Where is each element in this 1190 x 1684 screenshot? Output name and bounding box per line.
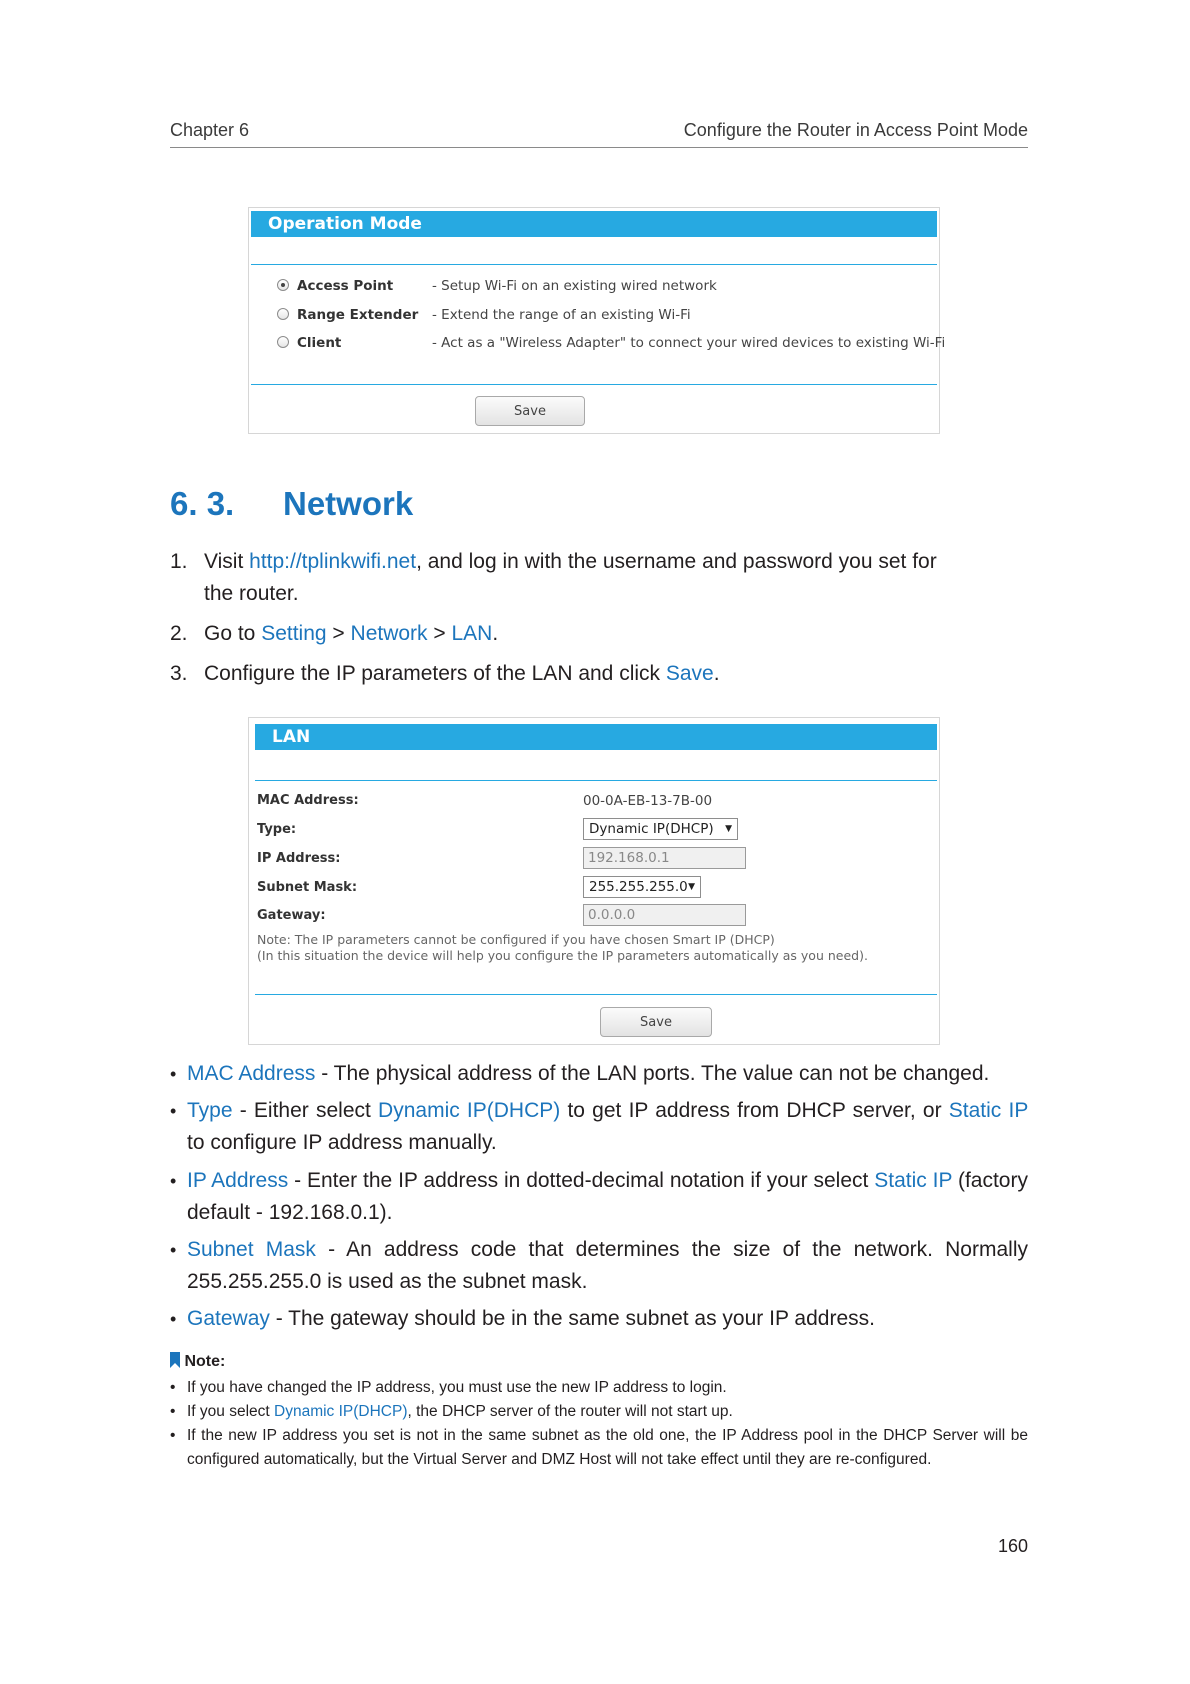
bullet-dot: • bbox=[170, 1064, 177, 1084]
mask-select[interactable] bbox=[583, 876, 701, 898]
bookmark-icon bbox=[170, 1352, 180, 1368]
step-1-cont: the router. bbox=[204, 582, 299, 605]
bullet-type bbox=[170, 1095, 1028, 1159]
note-item-3 bbox=[170, 1424, 1028, 1472]
bullet-text: - Either select bbox=[232, 1099, 379, 1122]
note-item-2 bbox=[170, 1400, 1028, 1424]
step-text: Go to bbox=[204, 622, 262, 645]
ip-input[interactable]: 192.168.0.1 bbox=[583, 847, 746, 869]
bullet-dot: • bbox=[170, 1379, 176, 1396]
bullet-dot: • bbox=[170, 1309, 177, 1329]
option-name: Access Point bbox=[297, 278, 394, 294]
step-3 bbox=[170, 658, 720, 690]
mask-value: 255.255.255.0 bbox=[589, 879, 688, 895]
note-item-1 bbox=[170, 1376, 1028, 1400]
option-name: Client bbox=[297, 335, 342, 351]
static-ip-link: Static IP bbox=[874, 1169, 953, 1192]
lan-note-1: Note: The IP parameters cannot be configured if you have chosen Smart IP (DHCP) bbox=[257, 932, 775, 947]
note-text: If the new IP address you set is not in the same subnet as the old one, the IP Address pool in the DHCP Server will be configured automatically, but the Virtual Server and DMZ Host will not take effect until they are re-configured. bbox=[187, 1427, 1028, 1468]
bullet-dot: • bbox=[170, 1171, 177, 1191]
dynamic-ip-link: Dynamic IP(DHCP) bbox=[274, 1403, 408, 1420]
dynamic-ip-link: Dynamic IP(DHCP) bbox=[378, 1099, 561, 1122]
bullet-text: - An address code that determines the size of the network. Normally 255.255.255.0 is used as the subnet mask. bbox=[187, 1238, 1028, 1293]
bullet-ip bbox=[170, 1165, 1028, 1229]
page-number: 160 bbox=[997, 1536, 1028, 1556]
step-text: . bbox=[713, 662, 720, 685]
save-button[interactable]: Save bbox=[475, 396, 585, 426]
step-text: , and log in with the username and password you set for bbox=[416, 550, 937, 573]
radio-selected-icon[interactable] bbox=[277, 279, 289, 291]
divider bbox=[251, 384, 937, 385]
page-header bbox=[170, 120, 1028, 148]
note-text: If you have changed the IP address, you must use the new IP address to login. bbox=[187, 1379, 727, 1396]
term: MAC Address bbox=[187, 1062, 316, 1085]
type-label: Type: bbox=[257, 822, 297, 837]
lan-title: LAN bbox=[255, 724, 937, 750]
divider bbox=[255, 994, 937, 995]
static-ip-link: Static IP bbox=[948, 1099, 1028, 1122]
dropdown-arrow-icon: ▼ bbox=[688, 882, 695, 892]
divider bbox=[255, 780, 937, 781]
bullet-dot: • bbox=[170, 1403, 176, 1420]
bullet-dot: • bbox=[170, 1427, 176, 1444]
step-1 bbox=[170, 546, 1028, 578]
note-label: Note: bbox=[184, 1353, 226, 1370]
term: Subnet Mask bbox=[187, 1238, 316, 1261]
term: Gateway bbox=[187, 1307, 270, 1330]
setting-link[interactable]: Setting bbox=[261, 622, 327, 645]
separator: > bbox=[427, 622, 452, 645]
section-number: 6. 3. bbox=[170, 485, 235, 522]
step-text: Configure the IP parameters of the LAN and click bbox=[204, 662, 666, 685]
note-text: , the DHCP server of the router will not start up. bbox=[407, 1403, 733, 1420]
step-number: 2. bbox=[170, 622, 188, 645]
chapter-title: Configure the Router in Access Point Mode bbox=[683, 120, 1028, 140]
network-link[interactable]: Network bbox=[350, 622, 428, 645]
bullet-mac bbox=[170, 1058, 1028, 1090]
mask-label: Subnet Mask: bbox=[257, 880, 358, 895]
type-select[interactable] bbox=[583, 818, 738, 840]
term: Type bbox=[187, 1099, 233, 1122]
bullet-text: (factory default - 192.168.0.1). bbox=[187, 1169, 1028, 1224]
chapter-label: Chapter 6 bbox=[170, 120, 250, 140]
operation-mode-panel bbox=[248, 207, 946, 434]
option-desc: - Extend the range of an existing Wi-Fi bbox=[432, 307, 691, 323]
step-text: . bbox=[492, 622, 499, 645]
step-number: 3. bbox=[170, 662, 188, 685]
mac-label: MAC Address: bbox=[257, 793, 359, 808]
save-link[interactable]: Save bbox=[665, 662, 714, 685]
dropdown-arrow-icon: ▼ bbox=[725, 824, 732, 834]
ip-label: IP Address: bbox=[257, 851, 341, 866]
gateway-input[interactable]: 0.0.0.0 bbox=[583, 904, 746, 926]
note-text: If you select bbox=[187, 1403, 275, 1420]
lan-panel bbox=[248, 717, 940, 1045]
option-name: Range Extender bbox=[297, 307, 419, 323]
bullet-text: - The physical address of the LAN ports. The value can not be changed. bbox=[315, 1062, 990, 1085]
mac-value: 00-0A-EB-13-7B-00 bbox=[583, 793, 713, 809]
section-title: Network bbox=[283, 485, 414, 522]
option-desc: - Setup Wi-Fi on an existing wired network bbox=[432, 278, 717, 294]
radio-icon[interactable] bbox=[277, 336, 289, 348]
lan-link[interactable]: LAN bbox=[451, 622, 493, 645]
operation-mode-title: Operation Mode bbox=[251, 211, 937, 237]
type-value: Dynamic IP(DHCP) bbox=[589, 821, 714, 837]
gateway-label: Gateway: bbox=[257, 908, 326, 923]
bullet-dot: • bbox=[170, 1240, 177, 1260]
bullet-text: to configure IP address manually. bbox=[187, 1131, 497, 1154]
save-button[interactable]: Save bbox=[600, 1007, 712, 1037]
lan-note-2: (In this situation the device will help you configure the IP parameters automatically as you need). bbox=[257, 948, 868, 963]
radio-icon[interactable] bbox=[277, 308, 289, 320]
divider bbox=[251, 264, 937, 265]
separator: > bbox=[326, 622, 351, 645]
step-2 bbox=[170, 618, 499, 650]
note-heading bbox=[170, 1352, 225, 1371]
step-text: Visit bbox=[204, 550, 250, 573]
term: IP Address bbox=[187, 1169, 289, 1192]
bullet-text: - Enter the IP address in dotted-decimal notation if your select bbox=[288, 1169, 875, 1192]
step-number: 1. bbox=[170, 550, 188, 573]
bullet-dot: • bbox=[170, 1101, 177, 1121]
bullet-text: to get IP address from DHCP server, or bbox=[560, 1099, 949, 1122]
tplinkwifi-link[interactable]: http://tplinkwifi.net bbox=[249, 550, 417, 573]
bullet-mask bbox=[170, 1234, 1028, 1298]
bullet-text: - The gateway should be in the same subnet as your IP address. bbox=[269, 1307, 875, 1330]
bullet-gateway bbox=[170, 1303, 1028, 1335]
option-desc: - Act as a "Wireless Adapter" to connect your wired devices to existing Wi-Fi bbox=[432, 335, 946, 351]
